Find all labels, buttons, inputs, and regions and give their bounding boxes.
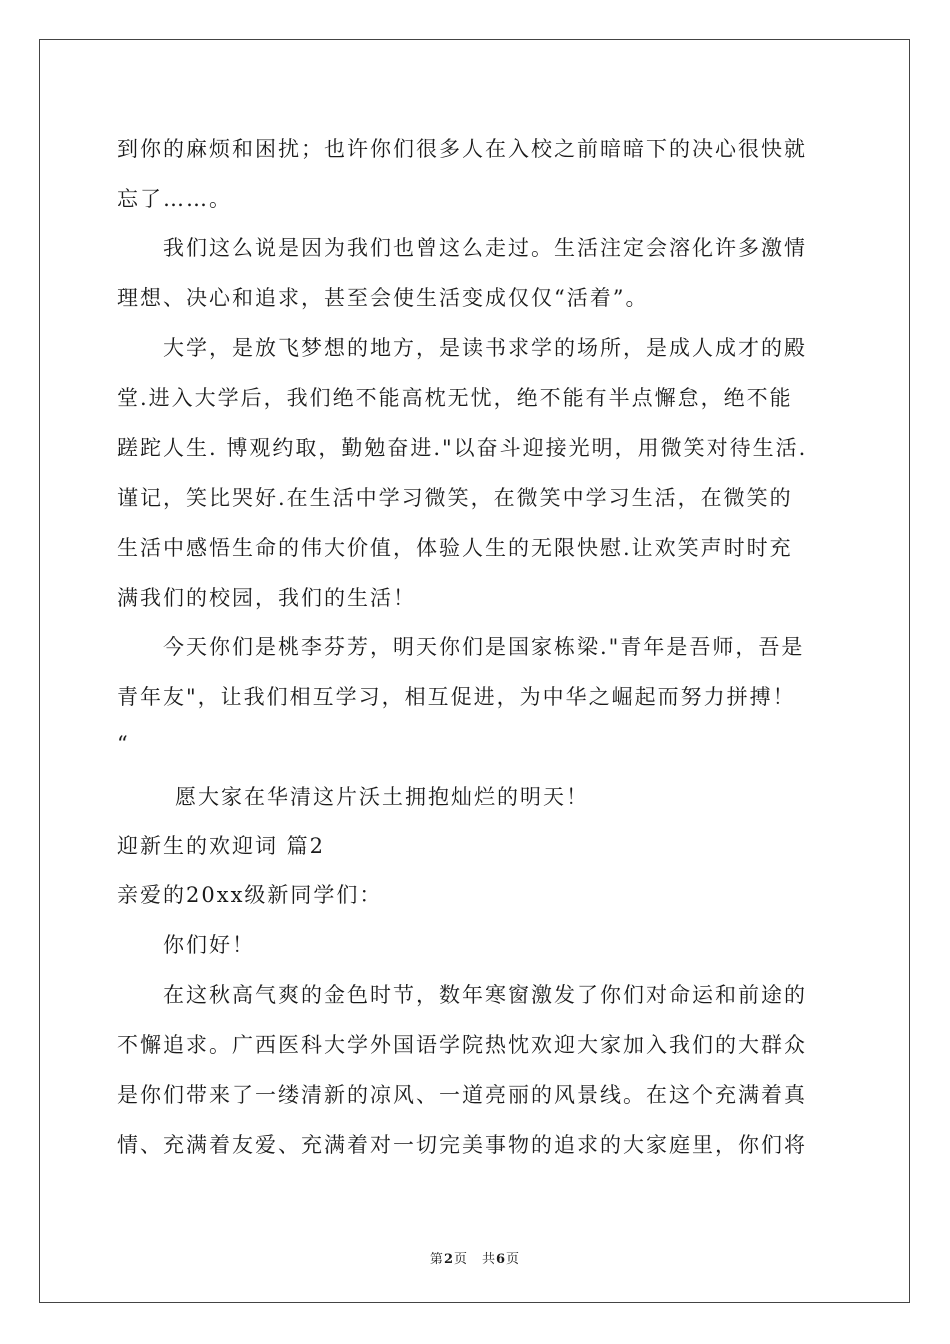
page-number-footer <box>0 1248 950 1267</box>
text-line-20: 是你们带来了一缕清新的凉风、一道亮丽的风景线。在这个充满着真 <box>117 1083 807 1107</box>
section-heading: 迎新生的欢迎词 篇2 <box>117 834 326 858</box>
page-mid: 页 共 <box>453 1252 496 1267</box>
text-line-10: 满我们的校园，我们的生活！ <box>117 586 416 610</box>
text-line-3: 我们这么说是因为我们也曾这么走过。生活注定会溶化许多激情 <box>163 236 807 260</box>
text-line-14: 愿大家在华清这片沃土拥抱灿烂的明天！ <box>175 785 589 809</box>
text-line-13: “ <box>117 732 130 756</box>
page-border <box>39 39 910 1303</box>
page-total: 6 <box>496 1252 507 1267</box>
text-line-1: 到你的麻烦和困扰；也许你们很多人在入校之前暗暗下的决心很快就 <box>117 137 807 161</box>
page-suffix: 页 <box>506 1252 521 1267</box>
text-line-12: 青年友"，让我们相互学习，相互促进，为中华之崛起而努力拼搏！ <box>117 685 796 709</box>
text-line-11: 今天你们是桃李芬芳，明天你们是国家栋梁."青年是吾师，吾是 <box>163 635 805 659</box>
text-line-5: 大学，是放飞梦想的地方，是读书求学的场所，是成人成才的殿 <box>163 336 807 360</box>
text-line-18: 在这秋高气爽的金色时节，数年寒窗激发了你们对命运和前途的 <box>163 983 807 1007</box>
salutation: 亲爱的20xx级新同学们： <box>117 883 383 907</box>
greeting: 你们好！ <box>163 933 255 957</box>
page-prefix: 第 <box>429 1252 444 1267</box>
text-line-19: 不懈追求。广西医科大学外国语学院热忱欢迎大家加入我们的大群众 <box>117 1033 807 1057</box>
page-current: 2 <box>443 1252 454 1267</box>
text-line-21: 情、充满着友爱、充满着对一切完美事物的追求的大家庭里，你们将 <box>117 1133 807 1157</box>
text-line-4: 理想、决心和追求，甚至会使生活变成仅仅“活着”。 <box>117 286 649 310</box>
text-line-9: 生活中感悟生命的伟大价值，体验人生的无限快慰.让欢笑声时时充 <box>117 536 793 560</box>
text-line-2: 忘了……。 <box>117 187 232 211</box>
text-line-8: 谨记，笑比哭好.在生活中学习微笑，在微笑中学习生活，在微笑的 <box>117 486 793 510</box>
text-line-7: 蹉跎人生. 博观约取，勤勉奋进."以奋斗迎接光明，用微笑对待生活. <box>117 436 808 460</box>
text-line-6: 堂.进入大学后，我们绝不能高枕无忧，绝不能有半点懈怠，绝不能 <box>117 386 793 410</box>
